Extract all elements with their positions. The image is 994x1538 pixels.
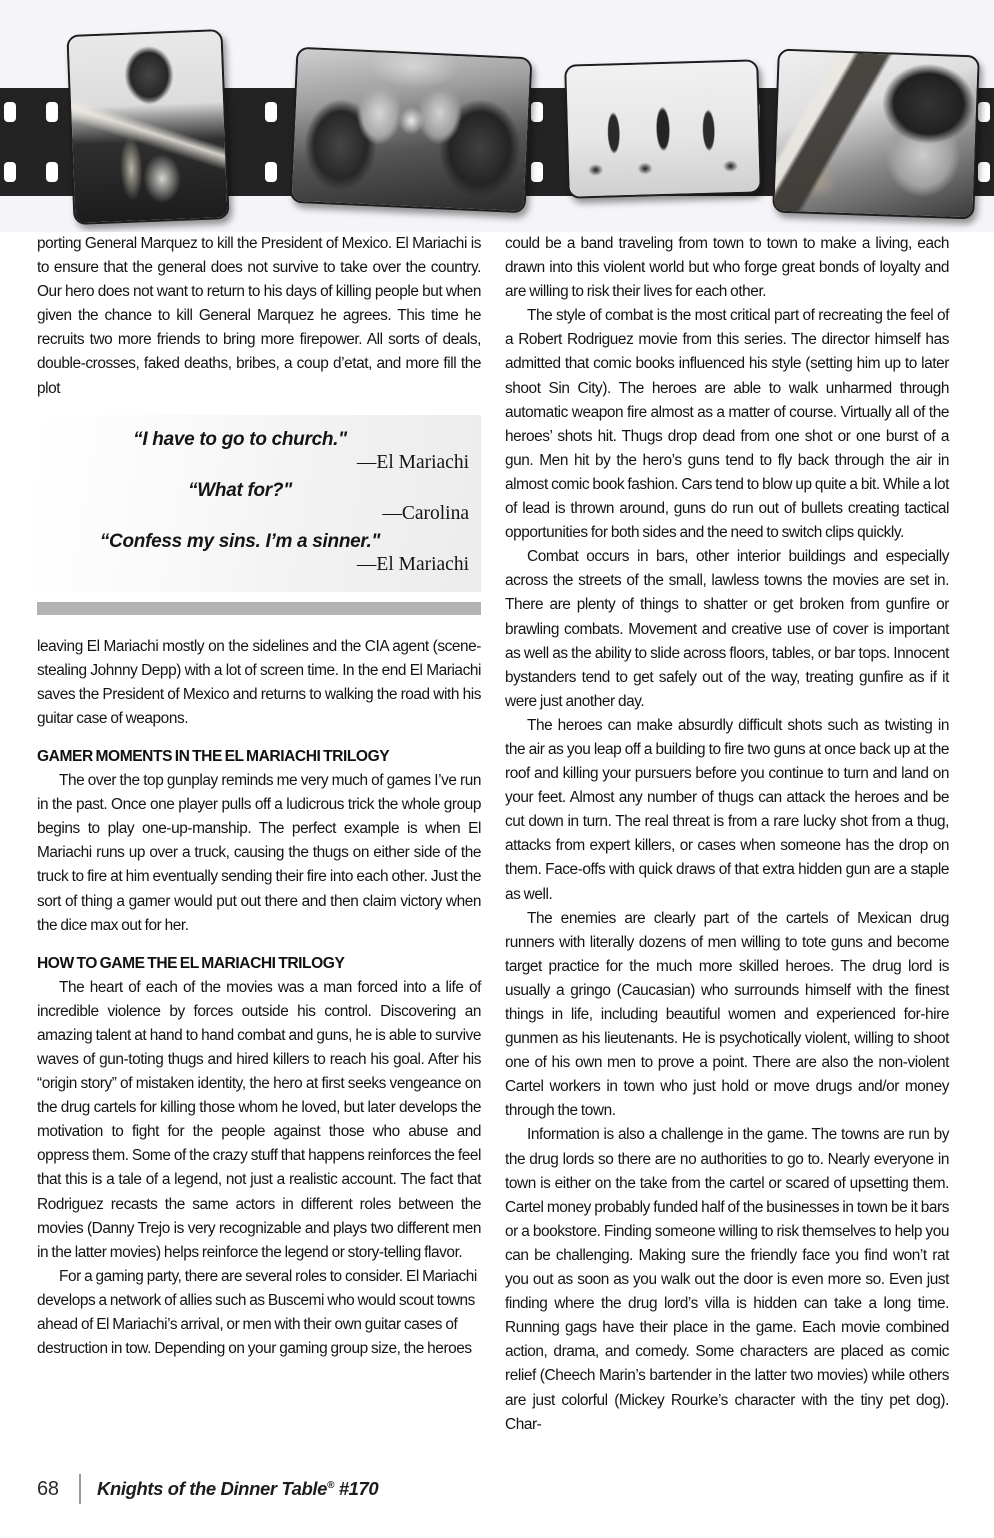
sprocket-hole xyxy=(978,102,990,122)
photo-detail-overlay xyxy=(68,31,227,223)
film-frame-photo-1 xyxy=(66,29,229,225)
footer-publication-name: Knights of the Dinner Table xyxy=(97,1478,328,1499)
page-number: 68 xyxy=(37,1477,59,1500)
header-banner xyxy=(0,0,994,232)
photo-detail-overlay xyxy=(774,51,977,218)
sprocket-hole xyxy=(265,102,277,122)
sprocket-hole xyxy=(4,102,16,122)
pull-quote-attribution: —El Mariachi xyxy=(356,451,469,473)
left-column xyxy=(37,232,481,1361)
paragraph: could be a band traveling from town to town to make a living, each drawn into this violent world but who forge great bonds of loyalty and are willing to risk their lives for each other. xyxy=(505,235,949,301)
pull-quote-line: “I have to go to church." xyxy=(133,428,347,450)
page-footer xyxy=(37,1474,378,1504)
paragraph: leaving El Mariachi mostly on the sidelines and the CIA agent (scene-stealing Johnny Depp) with a lot of screen time. In the end El Mariachi saves the President of Mexico and returns to walking the road with his guitar case of weapons. xyxy=(37,637,481,727)
photo-detail-overlay xyxy=(292,49,531,211)
paragraph: The enemies are clearly part of the cartels of Mexican drug runners with literally dozens of men willing to tote guns and become target practice for the much more skilled heroes. The drug lord is usually a gringo (Caucasian) who surrounds himself with the finest things in life, including beautiful women and experienced for-hire gunmen as his lieutenants. He is psychotically violent, willing to shoot one of his own men to prove a point. There are also the non-violent Cartel workers in town who just hold or move drugs and/or money through the town. xyxy=(505,909,949,1120)
photo-detail-overlay xyxy=(566,61,760,196)
registered-trademark-icon: ® xyxy=(327,1479,335,1491)
paragraph: For a gaming party, there are several roles to consider. El Mariachi develops a network of allies such as Buscemi who would scout towns ahead of El Mariachi’s arrival, or men with their own guitar cases of destruction in tow. Depending on your gaming group size, the heroes xyxy=(37,1267,477,1358)
pull-quote-box xyxy=(37,415,481,592)
pull-quote-line: “Confess my sins. I’m a sinner." xyxy=(99,530,381,552)
footer-divider-rule xyxy=(79,1474,81,1504)
paragraph: Combat occurs in bars, other interior buildings and especially across the streets of the small, lawless towns the movies are set in. There are plenty of things to shatter or get broken from gunfire or brawling combats. Movement and creative use of cover is important as well as the ability to slide across floors, tables, or bar tops. Innocent bystanders tend to get safely out of the way, treating gunfire as if it were just another day. xyxy=(505,548,949,710)
section-heading-how-to-game: HOW TO GAME THE EL MARIACHI TRILOGY xyxy=(37,954,345,972)
paragraph: The over the top gunplay reminds me very much of games I’ve run in the past. Once one player pulls off a ludicrous trick the whole group begins to play one-up-manship. The perfect example is when El Mariachi runs up over a truck, causing the thugs on either side of the truck to fire at him eventually sending their fire into each other. Just the sort of thing a gamer would put out there and then claim victory when the dice max out for her. xyxy=(37,772,481,934)
film-frame-photo-3 xyxy=(564,59,762,198)
sprocket-hole xyxy=(46,162,58,182)
footer-issue-number: #170 xyxy=(334,1478,379,1499)
footer-publication-title xyxy=(97,1478,378,1500)
section-heading-gamer-moments: GAMER MOMENTS IN THE EL MARIACHI TRILOGY xyxy=(37,748,390,766)
film-frame-photo-2 xyxy=(290,47,533,214)
pull-quote-attribution: —Carolina xyxy=(382,502,469,524)
sprocket-hole xyxy=(531,162,543,182)
sprocket-hole xyxy=(265,162,277,182)
film-frame-photo-4 xyxy=(772,49,980,220)
paragraph: Information is also a challenge in the game. The towns are run by the drug lords so there are no authorities to go to. Nearly everyone in town is either on the take from the cartel or scared of upsetting them. Cartel money probably funded half of the businesses in town be it bars or a bookstore. Finding someone willing to risk themselves to help you can be challenging. Making sure the friendly face you find won’t rat you out as soon as you walk out the door is even more so. Even just finding where the drug lord’s villa is hidden can take a long time. Running gags have their place in the game. Each movie combined action, drama, and comedy. Some characters are placed as comic relief (Cheech Marin’s bartender in the latter two movies) while others are just colorful (Mickey Rourke’s character with the tiny pet dog). Char- xyxy=(505,1126,949,1433)
pull-quote-attribution: —El Mariachi xyxy=(356,553,469,575)
sprocket-hole xyxy=(978,162,990,182)
pull-quote-line: “What for?" xyxy=(188,479,292,501)
sprocket-hole xyxy=(531,102,543,122)
paragraph: The heroes can make absurdly difficult shots such as twisting in the air as you leap off a building to fire two guns at once back up at the roof and killing your pursuers before you continue to turn and land on your feet. Almost any number of thugs can attack the heroes and be cut down in turn. The real threat is from a rare lucky shot from a thug, attacks from expert killers, or cases when someone has the drop on them. Face-offs with quick draws of that extra hidden gun are a staple as well. xyxy=(505,716,949,903)
paragraph: porting General Marquez to kill the President of Mexico. El Mariachi is to ensure that the general does not survive to take over the country. Our hero does not want to return to his days of killing people but when given the chance to kill General Marquez he agrees. This time he recruits two more friends to bring more firepower. All sorts of deals, double-crosses, faked deaths, bribes, a coup d’etat, and more fill the plot xyxy=(37,235,481,397)
paragraph: The style of combat is the most critical part of recreating the feel of a Robert Rodriguez movie from this series. The director himself has admitted that comic books influenced his style (setting him up to later shoot Sin City). The heroes are able to walk unharmed through automatic weapon fire almost as a matter of course. Virtually all of the heroes’ shots hit. Thugs drop dead from one shot or one burst of a gun. Men hit by the hero’s guns tend to fly back through the air in almost comic book fashion. Cars tend to blow up quite a bit. While a lot of lead is thrown around, guns do run out of bullets creating tactical opportunities for both sides and the need to switch clips quickly. xyxy=(505,307,949,542)
sprocket-hole xyxy=(46,102,58,122)
gray-divider-bar xyxy=(37,602,481,615)
paragraph: The heart of each of the movies was a man forced into a life of incredible violence by forces outside his control. Discovering an amazing talent at hand to hand combat and guns, he is able to survive waves of gun-toting thugs and hired killers to reach his goal. After his “origin story” of mistaken identity, the hero at first seeks vengeance on the drug cartels for killing those whom he loved, but later develops the motivation to fight for the people against those who abuse and oppress them. Some of the crazy stuff that happens reinforces the feel that this is a tale of a legend, not just a realistic account. The fact that Rodriguez recasts the same actors in different roles between the movies (Danny Trejo is very recognizable and plays two different men in the latter movies) helps reinforce the legend or story-telling flavor. xyxy=(37,978,481,1261)
sprocket-hole xyxy=(4,162,16,182)
right-column xyxy=(505,232,949,1437)
